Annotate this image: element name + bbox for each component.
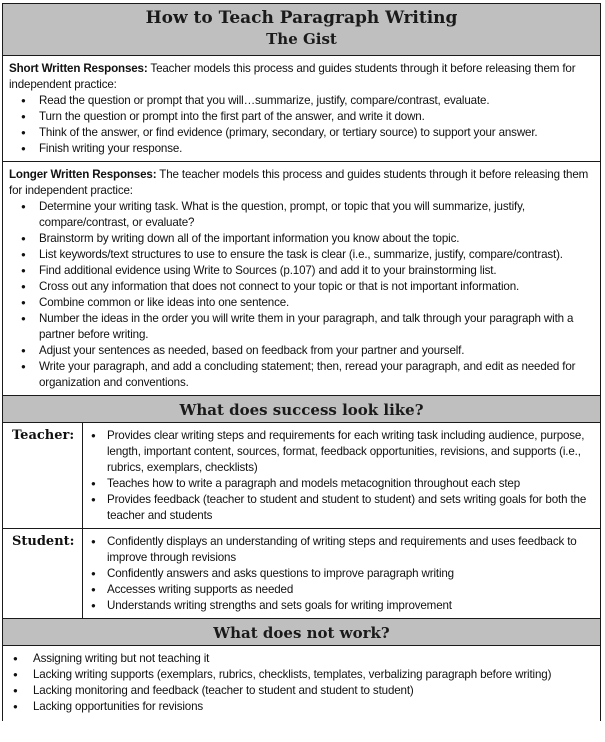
student-cell [83,529,600,618]
short-responses-intro: Short Written Responses: Teacher models this process and guides students through it before releasing them for independent practice: [9,62,576,91]
short-responses-section [3,56,600,161]
gist-document [2,3,601,721]
list-item: ● Assigning writing but not teaching it [3,651,594,667]
longer-responses-intro: Longer Written Responses: The teacher models this process and guides students through it before releasing them for independent practice: [9,168,589,197]
list-item: ● Cross out any information that does not connect to your topic or that is not important information. [9,279,594,295]
list-item: ● Turn the question or prompt into the first part of the answer, and write it down. [9,109,594,125]
document-header [3,4,600,56]
list-item: ● List keywords/text structures to use to ensure the task is clear (i.e., summarize, justify, compare/contrast). [9,247,594,263]
student-label: Student: [3,529,83,618]
student-list [83,534,594,614]
longer-responses-lead: Longer Written Responses: [9,168,157,181]
short-responses-list [9,93,594,157]
list-item: ● Brainstorm by writing down all of the important information you know about the topic. [9,231,594,247]
list-item: ● Combine common or like ideas into one sentence. [9,295,594,311]
document-subtitle: The Gist [266,30,337,48]
not-work-list [3,651,594,715]
list-item: ● Lacking opportunities for revisions [3,699,594,715]
list-item: ● Lacking monitoring and feedback (teacher to student and student to student) [3,683,594,699]
list-item: ● Finish writing your response. [9,141,594,157]
list-item: ● Adjust your sentences as needed, based on feedback from your partner and yourself. [9,343,594,359]
teacher-label: Teacher: [3,423,83,528]
short-responses-lead: Short Written Responses: [9,62,148,75]
list-item: ● Think of the answer, or find evidence (primary, secondary, or tertiary source) to support your answer. [9,125,594,141]
success-heading: What does success look like? [3,395,600,423]
student-row [3,528,600,618]
document-title: How to Teach Paragraph Writing [145,8,458,28]
list-item: ● Confidently answers and asks questions to improve paragraph writing [83,566,594,582]
teacher-cell [83,423,600,528]
list-item: ● Determine your writing task. What is the question, prompt, or topic that you will summarize, justify, compare/contrast, or evaluate? [9,199,594,231]
longer-responses-section [3,161,600,395]
list-item: ● Provides clear writing steps and requirements for each writing task including audience, purpose, length, important content, sources, format, feedback opportunities, revisions, and supports (i.e., rubrics, exemplars, checklists) [83,428,594,476]
teacher-list [83,428,594,524]
longer-responses-list [9,199,594,391]
list-item: ● Find additional evidence using Write to Sources (p.107) and add it to your brainstorming list. [9,263,594,279]
list-item: ● Lacking writing supports (exemplars, rubrics, checklists, templates, verbalizing paragraph before writing) [3,667,594,683]
list-item: ● Accesses writing supports as needed [83,582,594,598]
not-work-section [3,646,600,721]
list-item: ● Understands writing strengths and sets goals for writing improvement [83,598,594,614]
not-work-heading: What does not work? [3,618,600,646]
list-item: ● Write your paragraph, and add a concluding statement; then, reread your paragraph, and edit as needed for organization and conventions. [9,359,594,391]
list-item: ● Number the ideas in the order you will write them in your paragraph, and talk through your paragraph with a partner before writing. [9,311,594,343]
list-item: ● Provides feedback (teacher to student and student to student) and sets writing goals for both the teacher and students [83,492,594,524]
teacher-row [3,423,600,528]
list-item: ● Confidently displays an understanding of writing steps and requirements and uses feedback to improve through revisions [83,534,594,566]
list-item: ● Read the question or prompt that you will…summarize, justify, compare/contrast, evaluate. [9,93,594,109]
list-item: ● Teaches how to write a paragraph and models metacognition throughout each step [83,476,594,492]
